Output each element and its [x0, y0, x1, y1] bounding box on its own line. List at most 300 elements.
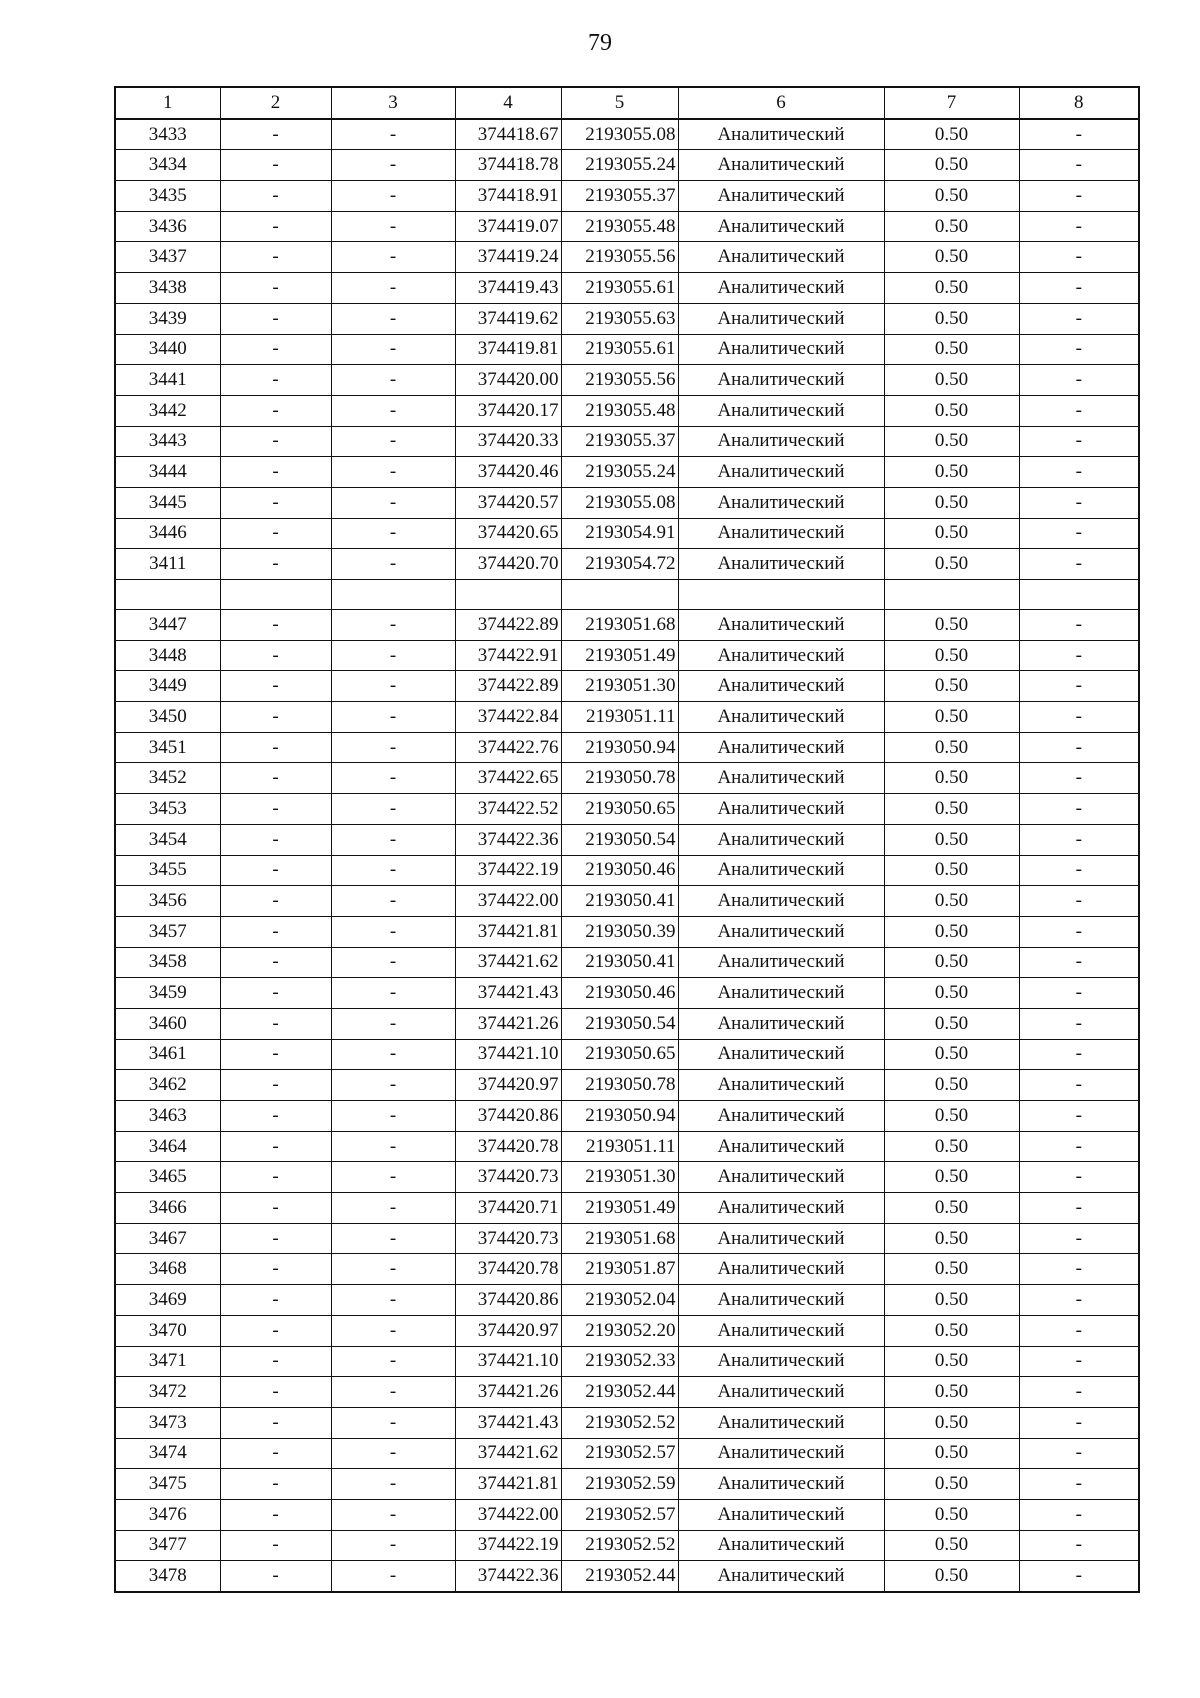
method-cell: Аналитический — [678, 1070, 884, 1101]
method-cell: Аналитический — [678, 1315, 884, 1346]
point-number-cell: 3475 — [115, 1469, 220, 1500]
column-8-cell: - — [1019, 1039, 1139, 1070]
y-coordinate-cell: 2193051.11 — [561, 702, 678, 733]
point-number-cell: 3436 — [115, 211, 220, 242]
y-coordinate-cell: 2193051.11 — [561, 1131, 678, 1162]
accuracy-cell: 0.50 — [884, 119, 1019, 150]
y-coordinate-cell: 2193055.56 — [561, 242, 678, 273]
y-coordinate-cell: 2193055.37 — [561, 181, 678, 212]
y-coordinate-cell: 2193052.20 — [561, 1315, 678, 1346]
method-cell: Аналитический — [678, 794, 884, 825]
point-number-cell: 3434 — [115, 150, 220, 181]
column-8-cell: - — [1019, 916, 1139, 947]
coordinates-table — [114, 86, 1140, 1593]
column-8-cell: - — [1019, 702, 1139, 733]
accuracy-cell: 0.50 — [884, 978, 1019, 1009]
accuracy-cell: 0.50 — [884, 365, 1019, 396]
point-number-cell: 3443 — [115, 426, 220, 457]
accuracy-cell: 0.50 — [884, 640, 1019, 671]
table-row — [115, 702, 1139, 733]
column-3-cell: - — [331, 824, 455, 855]
column-8-cell: - — [1019, 303, 1139, 334]
column-2-cell: - — [220, 273, 331, 304]
accuracy-cell: 0.50 — [884, 518, 1019, 549]
method-cell: Аналитический — [678, 1039, 884, 1070]
point-number-cell: 3460 — [115, 1008, 220, 1039]
x-coordinate-cell: 374422.91 — [455, 640, 561, 671]
method-cell: Аналитический — [678, 181, 884, 212]
column-2-cell: - — [220, 671, 331, 702]
x-coordinate-cell: 374421.26 — [455, 1377, 561, 1408]
column-2-cell: - — [220, 763, 331, 794]
method-cell: Аналитический — [678, 702, 884, 733]
table-row — [115, 119, 1139, 150]
column-8-cell: - — [1019, 947, 1139, 978]
y-coordinate-cell: 2193051.87 — [561, 1254, 678, 1285]
column-3-cell: - — [331, 1070, 455, 1101]
column-2-cell: - — [220, 211, 331, 242]
table-row — [115, 1561, 1139, 1592]
column-2-cell: - — [220, 1039, 331, 1070]
method-cell: Аналитический — [678, 395, 884, 426]
column-3-cell: - — [331, 978, 455, 1009]
accuracy-cell: 0.50 — [884, 916, 1019, 947]
column-8-cell: - — [1019, 824, 1139, 855]
column-2-cell: - — [220, 916, 331, 947]
column-8-cell: - — [1019, 1315, 1139, 1346]
point-number-cell: 3478 — [115, 1561, 220, 1592]
table-row — [115, 1193, 1139, 1224]
accuracy-cell: 0.50 — [884, 1346, 1019, 1377]
column-3-cell: - — [331, 855, 455, 886]
point-number-cell: 3465 — [115, 1162, 220, 1193]
x-coordinate-cell: 374420.33 — [455, 426, 561, 457]
table-row — [115, 1530, 1139, 1561]
accuracy-cell: 0.50 — [884, 1254, 1019, 1285]
column-8-cell: - — [1019, 1254, 1139, 1285]
page-number: 79 — [588, 30, 612, 56]
y-coordinate-cell: 2193052.33 — [561, 1346, 678, 1377]
x-coordinate-cell: 374422.36 — [455, 1561, 561, 1592]
column-8-cell: - — [1019, 1377, 1139, 1408]
x-coordinate-cell: 374420.86 — [455, 1101, 561, 1132]
y-coordinate-cell: 2193050.41 — [561, 886, 678, 917]
column-2-cell: - — [220, 1193, 331, 1224]
y-coordinate-cell: 2193055.24 — [561, 457, 678, 488]
accuracy-cell: 0.50 — [884, 794, 1019, 825]
x-coordinate-cell: 374418.78 — [455, 150, 561, 181]
table-row — [115, 824, 1139, 855]
accuracy-cell — [884, 580, 1019, 610]
column-8-cell: - — [1019, 150, 1139, 181]
column-8-cell: - — [1019, 1070, 1139, 1101]
table-row — [115, 855, 1139, 886]
column-8-cell: - — [1019, 732, 1139, 763]
column-3-cell: - — [331, 732, 455, 763]
method-cell: Аналитический — [678, 763, 884, 794]
method-cell: Аналитический — [678, 978, 884, 1009]
x-coordinate-cell: 374420.46 — [455, 457, 561, 488]
y-coordinate-cell: 2193052.04 — [561, 1285, 678, 1316]
column-2-cell: - — [220, 886, 331, 917]
point-number-cell: 3466 — [115, 1193, 220, 1224]
column-3-cell: - — [331, 303, 455, 334]
column-8-cell: - — [1019, 1101, 1139, 1132]
y-coordinate-cell: 2193051.49 — [561, 1193, 678, 1224]
column-8-cell: - — [1019, 211, 1139, 242]
y-coordinate-cell: 2193051.30 — [561, 671, 678, 702]
column-8-cell: - — [1019, 1499, 1139, 1530]
x-coordinate-cell: 374422.36 — [455, 824, 561, 855]
point-number-cell: 3473 — [115, 1407, 220, 1438]
y-coordinate-cell: 2193055.48 — [561, 211, 678, 242]
column-8-cell: - — [1019, 549, 1139, 580]
column-3-cell: - — [331, 150, 455, 181]
x-coordinate-cell: 374422.19 — [455, 855, 561, 886]
method-cell: Аналитический — [678, 1285, 884, 1316]
x-coordinate-cell: 374421.26 — [455, 1008, 561, 1039]
accuracy-cell: 0.50 — [884, 242, 1019, 273]
table-row — [115, 303, 1139, 334]
table-row — [115, 181, 1139, 212]
column-8-cell: - — [1019, 1407, 1139, 1438]
method-cell: Аналитический — [678, 1131, 884, 1162]
point-number-cell: 3435 — [115, 181, 220, 212]
column-header: 2 — [220, 87, 331, 119]
method-cell: Аналитический — [678, 303, 884, 334]
column-3-cell: - — [331, 886, 455, 917]
x-coordinate-cell: 374420.97 — [455, 1070, 561, 1101]
method-cell: Аналитический — [678, 916, 884, 947]
point-number-cell: 3458 — [115, 947, 220, 978]
column-2-cell: - — [220, 732, 331, 763]
y-coordinate-cell: 2193050.78 — [561, 1070, 678, 1101]
method-cell: Аналитический — [678, 640, 884, 671]
column-3-cell: - — [331, 242, 455, 273]
table-body — [115, 119, 1139, 1592]
accuracy-cell: 0.50 — [884, 1377, 1019, 1408]
column-3-cell: - — [331, 1193, 455, 1224]
accuracy-cell: 0.50 — [884, 1070, 1019, 1101]
column-8-cell: - — [1019, 273, 1139, 304]
column-2-cell: - — [220, 702, 331, 733]
method-cell: Аналитический — [678, 242, 884, 273]
column-header: 8 — [1019, 87, 1139, 119]
column-3-cell: - — [331, 610, 455, 641]
column-3-cell: - — [331, 640, 455, 671]
column-3-cell: - — [331, 395, 455, 426]
column-3-cell: - — [331, 334, 455, 365]
method-cell: Аналитический — [678, 487, 884, 518]
accuracy-cell: 0.50 — [884, 150, 1019, 181]
column-3-cell: - — [331, 1162, 455, 1193]
point-number-cell: 3440 — [115, 334, 220, 365]
column-2-cell: - — [220, 181, 331, 212]
method-cell: Аналитический — [678, 1008, 884, 1039]
y-coordinate-cell: 2193054.72 — [561, 549, 678, 580]
x-coordinate-cell: 374421.43 — [455, 978, 561, 1009]
point-number-cell: 3477 — [115, 1530, 220, 1561]
method-cell: Аналитический — [678, 886, 884, 917]
x-coordinate-cell: 374421.62 — [455, 1438, 561, 1469]
accuracy-cell: 0.50 — [884, 1223, 1019, 1254]
column-3-cell: - — [331, 1008, 455, 1039]
column-2-cell: - — [220, 1285, 331, 1316]
column-header: 5 — [561, 87, 678, 119]
column-3-cell: - — [331, 1346, 455, 1377]
method-cell: Аналитический — [678, 1438, 884, 1469]
x-coordinate-cell: 374420.73 — [455, 1223, 561, 1254]
table-row — [115, 1039, 1139, 1070]
method-cell: Аналитический — [678, 671, 884, 702]
column-2-cell: - — [220, 1254, 331, 1285]
x-coordinate-cell: 374422.00 — [455, 886, 561, 917]
table-row — [115, 1407, 1139, 1438]
column-3-cell: - — [331, 1039, 455, 1070]
x-coordinate-cell: 374420.86 — [455, 1285, 561, 1316]
method-cell: Аналитический — [678, 732, 884, 763]
point-number-cell: 3469 — [115, 1285, 220, 1316]
column-8-cell: - — [1019, 1285, 1139, 1316]
table-row — [115, 150, 1139, 181]
x-coordinate-cell: 374420.78 — [455, 1131, 561, 1162]
column-8-cell: - — [1019, 671, 1139, 702]
method-cell: Аналитический — [678, 1561, 884, 1592]
column-3-cell: - — [331, 487, 455, 518]
y-coordinate-cell: 2193055.56 — [561, 365, 678, 396]
column-8-cell: - — [1019, 763, 1139, 794]
table-row — [115, 211, 1139, 242]
accuracy-cell: 0.50 — [884, 1530, 1019, 1561]
x-coordinate-cell: 374420.65 — [455, 518, 561, 549]
column-3-cell: - — [331, 1499, 455, 1530]
column-2-cell: - — [220, 794, 331, 825]
column-3-cell: - — [331, 1285, 455, 1316]
column-8-cell: - — [1019, 457, 1139, 488]
x-coordinate-cell: 374420.70 — [455, 549, 561, 580]
column-2-cell: - — [220, 1561, 331, 1592]
table-row — [115, 457, 1139, 488]
table-row — [115, 1254, 1139, 1285]
x-coordinate-cell: 374422.76 — [455, 732, 561, 763]
point-number-cell: 3442 — [115, 395, 220, 426]
column-3-cell: - — [331, 702, 455, 733]
point-number-cell: 3433 — [115, 119, 220, 150]
accuracy-cell: 0.50 — [884, 1131, 1019, 1162]
method-cell: Аналитический — [678, 1101, 884, 1132]
point-number-cell: 3463 — [115, 1101, 220, 1132]
point-number-cell: 3470 — [115, 1315, 220, 1346]
table-row — [115, 732, 1139, 763]
column-2-cell: - — [220, 1438, 331, 1469]
table-row — [115, 1346, 1139, 1377]
x-coordinate-cell: 374419.81 — [455, 334, 561, 365]
table-row — [115, 1101, 1139, 1132]
point-number-cell: 3472 — [115, 1377, 220, 1408]
column-3-cell: - — [331, 671, 455, 702]
column-8-cell: - — [1019, 1162, 1139, 1193]
x-coordinate-cell: 374419.24 — [455, 242, 561, 273]
y-coordinate-cell: 2193055.24 — [561, 150, 678, 181]
accuracy-cell: 0.50 — [884, 211, 1019, 242]
column-2-cell: - — [220, 426, 331, 457]
method-cell — [678, 580, 884, 610]
point-number-cell: 3446 — [115, 518, 220, 549]
accuracy-cell: 0.50 — [884, 1499, 1019, 1530]
x-coordinate-cell: 374422.00 — [455, 1499, 561, 1530]
point-number-cell: 3462 — [115, 1070, 220, 1101]
x-coordinate-cell: 374421.81 — [455, 916, 561, 947]
x-coordinate-cell: 374422.52 — [455, 794, 561, 825]
accuracy-cell: 0.50 — [884, 1101, 1019, 1132]
column-8-cell: - — [1019, 334, 1139, 365]
point-number-cell: 3447 — [115, 610, 220, 641]
column-8-cell: - — [1019, 119, 1139, 150]
accuracy-cell: 0.50 — [884, 1561, 1019, 1592]
column-2-cell: - — [220, 1377, 331, 1408]
method-cell: Аналитический — [678, 150, 884, 181]
y-coordinate-cell: 2193052.44 — [561, 1561, 678, 1592]
column-8-cell: - — [1019, 181, 1139, 212]
column-2-cell: - — [220, 395, 331, 426]
method-cell: Аналитический — [678, 947, 884, 978]
y-coordinate-cell: 2193050.65 — [561, 1039, 678, 1070]
column-3-cell: - — [331, 947, 455, 978]
x-coordinate-cell: 374418.67 — [455, 119, 561, 150]
column-8-cell — [1019, 580, 1139, 610]
method-cell: Аналитический — [678, 1193, 884, 1224]
x-coordinate-cell: 374418.91 — [455, 181, 561, 212]
table-row — [115, 1285, 1139, 1316]
method-cell: Аналитический — [678, 855, 884, 886]
column-3-cell: - — [331, 1561, 455, 1592]
table-row — [115, 947, 1139, 978]
y-coordinate-cell: 2193055.63 — [561, 303, 678, 334]
table-row — [115, 1377, 1139, 1408]
x-coordinate-cell: 374420.78 — [455, 1254, 561, 1285]
x-coordinate-cell: 374422.89 — [455, 671, 561, 702]
x-coordinate-cell: 374419.62 — [455, 303, 561, 334]
accuracy-cell: 0.50 — [884, 1008, 1019, 1039]
table-row — [115, 916, 1139, 947]
header-row — [115, 87, 1139, 119]
accuracy-cell: 0.50 — [884, 671, 1019, 702]
point-number-cell: 3455 — [115, 855, 220, 886]
x-coordinate-cell: 374419.43 — [455, 273, 561, 304]
table-row — [115, 1162, 1139, 1193]
column-2-cell: - — [220, 640, 331, 671]
table-row — [115, 763, 1139, 794]
table-row — [115, 610, 1139, 641]
method-cell: Аналитический — [678, 1162, 884, 1193]
column-header: 7 — [884, 87, 1019, 119]
method-cell: Аналитический — [678, 273, 884, 304]
y-coordinate-cell: 2193055.61 — [561, 334, 678, 365]
y-coordinate-cell: 2193052.44 — [561, 1377, 678, 1408]
y-coordinate-cell: 2193050.39 — [561, 916, 678, 947]
point-number-cell: 3464 — [115, 1131, 220, 1162]
accuracy-cell: 0.50 — [884, 457, 1019, 488]
column-header: 1 — [115, 87, 220, 119]
table-row — [115, 1070, 1139, 1101]
table-row — [115, 334, 1139, 365]
column-3-cell: - — [331, 211, 455, 242]
accuracy-cell: 0.50 — [884, 273, 1019, 304]
point-number-cell: 3448 — [115, 640, 220, 671]
x-coordinate-cell: 374420.73 — [455, 1162, 561, 1193]
accuracy-cell: 0.50 — [884, 1039, 1019, 1070]
column-8-cell: - — [1019, 1530, 1139, 1561]
y-coordinate-cell: 2193050.46 — [561, 855, 678, 886]
column-2-cell: - — [220, 1315, 331, 1346]
point-number-cell: 3453 — [115, 794, 220, 825]
table-row — [115, 395, 1139, 426]
method-cell: Аналитический — [678, 1346, 884, 1377]
method-cell: Аналитический — [678, 1499, 884, 1530]
column-2-cell: - — [220, 1101, 331, 1132]
method-cell: Аналитический — [678, 119, 884, 150]
method-cell: Аналитический — [678, 211, 884, 242]
point-number-cell: 3437 — [115, 242, 220, 273]
accuracy-cell: 0.50 — [884, 549, 1019, 580]
column-3-cell — [331, 580, 455, 610]
column-header: 3 — [331, 87, 455, 119]
point-number-cell: 3452 — [115, 763, 220, 794]
point-number-cell: 3467 — [115, 1223, 220, 1254]
point-number-cell: 3461 — [115, 1039, 220, 1070]
column-2-cell: - — [220, 303, 331, 334]
accuracy-cell: 0.50 — [884, 886, 1019, 917]
column-2-cell: - — [220, 549, 331, 580]
column-8-cell: - — [1019, 487, 1139, 518]
accuracy-cell: 0.50 — [884, 1162, 1019, 1193]
table-row — [115, 426, 1139, 457]
column-2-cell: - — [220, 978, 331, 1009]
point-number-cell: 3459 — [115, 978, 220, 1009]
point-number-cell: 3438 — [115, 273, 220, 304]
table-row — [115, 640, 1139, 671]
column-3-cell: - — [331, 794, 455, 825]
x-coordinate-cell: 374422.65 — [455, 763, 561, 794]
table-row — [115, 580, 1139, 610]
column-3-cell: - — [331, 426, 455, 457]
point-number-cell: 3476 — [115, 1499, 220, 1530]
accuracy-cell: 0.50 — [884, 763, 1019, 794]
column-8-cell: - — [1019, 640, 1139, 671]
table-row — [115, 1438, 1139, 1469]
column-2-cell: - — [220, 1162, 331, 1193]
accuracy-cell: 0.50 — [884, 702, 1019, 733]
y-coordinate-cell: 2193050.46 — [561, 978, 678, 1009]
column-3-cell: - — [331, 181, 455, 212]
method-cell: Аналитический — [678, 1223, 884, 1254]
point-number-cell: 3444 — [115, 457, 220, 488]
column-3-cell: - — [331, 365, 455, 396]
column-3-cell: - — [331, 457, 455, 488]
y-coordinate-cell: 2193051.68 — [561, 1223, 678, 1254]
x-coordinate-cell: 374421.10 — [455, 1039, 561, 1070]
y-coordinate-cell: 2193054.91 — [561, 518, 678, 549]
y-coordinate-cell: 2193055.08 — [561, 487, 678, 518]
column-2-cell — [220, 580, 331, 610]
point-number-cell: 3439 — [115, 303, 220, 334]
x-coordinate-cell — [455, 580, 561, 610]
accuracy-cell: 0.50 — [884, 1438, 1019, 1469]
y-coordinate-cell: 2193050.94 — [561, 732, 678, 763]
column-2-cell: - — [220, 1499, 331, 1530]
column-3-cell: - — [331, 763, 455, 794]
method-cell: Аналитический — [678, 1377, 884, 1408]
